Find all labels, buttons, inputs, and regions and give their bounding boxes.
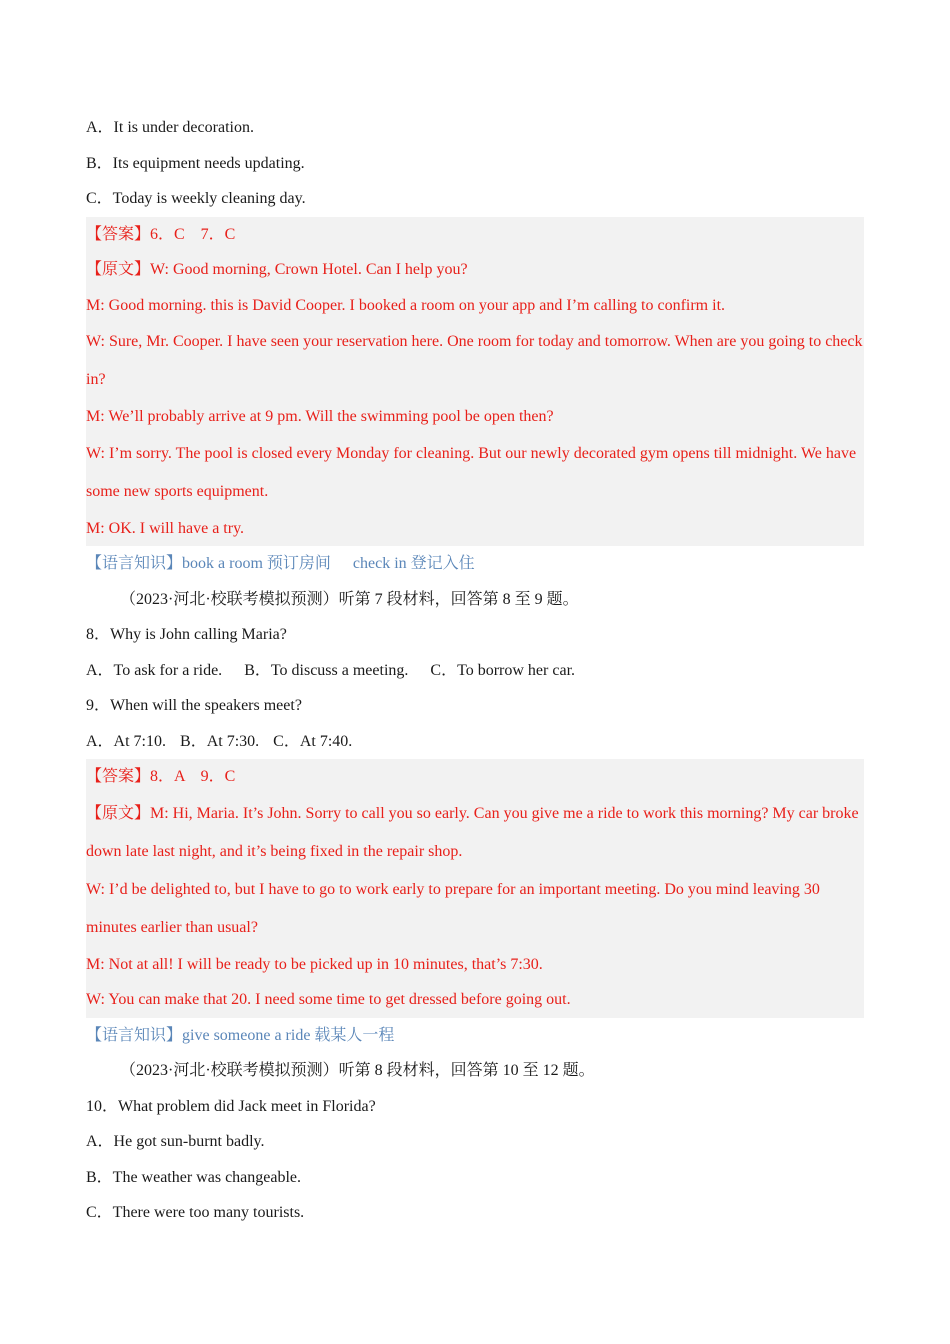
transcript-line: 【原文】W: Good morning, Crown Hotel. Can I help you? xyxy=(86,261,468,278)
q8-options xyxy=(86,653,864,689)
transcript-line: M: OK. I will have a try. xyxy=(86,519,245,537)
transcript-line: M: Not at all! I will be ready to be picked up in 10 minutes, that’s 7:30. xyxy=(86,955,543,973)
q7-option-b: B．Its equipment needs updating. xyxy=(86,154,305,172)
q8-option-b: B．To discuss a meeting. xyxy=(244,661,409,679)
transcript-line: W: I’m sorry. The pool is closed every Monday for cleaning. But our newly decorated gym opens till midnight. We have some new sports equipment. xyxy=(86,444,857,500)
answer-line: 【答案】8．A 9．C xyxy=(86,768,236,785)
q8-option-c: C．To borrow her car. xyxy=(430,661,576,679)
transcript-line: W: I’d be delighted to, but I have to go to work early to prepare for an important meeting. Do you mind leaving 30 minutes earlier than usual? xyxy=(86,880,820,936)
knowledge-item: check in 登记入住 xyxy=(352,555,475,572)
transcript-line: M: We’ll probably arrive at 9 pm. Will the swimming pool be open then? xyxy=(86,408,554,425)
question-8: 8．Why is John calling Maria? xyxy=(86,626,287,643)
language-knowledge-1 xyxy=(86,546,864,582)
q7-option-a: A．It is under decoration. xyxy=(86,119,254,136)
transcript-line: W: Sure, Mr. Cooper. I have seen your reservation here. One room for today and tomorrow. When are you going to check in? xyxy=(86,333,863,388)
q10-option-c: C．There were too many tourists. xyxy=(86,1204,305,1221)
transcript-line: 【原文】M: Hi, Maria. It’s John. Sorry to call you so early. Can you give me a ride to work this morning? My car broke down late last night, and it’s being fixed in the repair shop. xyxy=(86,804,859,860)
section-heading-8: （2023·河北·校联考模拟预测）听第 8 段材料，回答第 10 至 12 题。 xyxy=(120,1062,595,1079)
q10-option-b: B．The weather was changeable. xyxy=(86,1168,302,1186)
q9-option-c: C．At 7:40. xyxy=(273,732,353,750)
q9-option-b: B．At 7:30. xyxy=(180,732,260,750)
q7-option-c: C．Today is weekly cleaning day. xyxy=(86,190,306,207)
knowledge-item: give someone a ride 载某人一程 xyxy=(182,1026,395,1044)
answer-block-6-7 xyxy=(86,217,864,547)
q9-option-a: A．At 7:10. xyxy=(86,732,167,750)
transcript-line: M: Good morning. this is David Cooper. I booked a room on your app and I’m calling to confirm it. xyxy=(86,296,726,314)
question-9: 9．When will the speakers meet? xyxy=(86,697,302,714)
q10-option-a: A．He got sun-burnt badly. xyxy=(86,1133,265,1150)
section-heading-7: （2023·河北·校联考模拟预测）听第 7 段材料，回答第 8 至 9 题。 xyxy=(120,590,579,608)
q8-option-a: A．To ask for a ride. xyxy=(86,661,223,679)
q9-options xyxy=(86,724,864,760)
transcript-line: W: You can make that 20. I need some time to get dressed before going out. xyxy=(86,991,571,1008)
knowledge-label: 【语言知识】 xyxy=(86,1026,183,1044)
knowledge-label: 【语言知识】 xyxy=(86,555,183,572)
document-page xyxy=(86,110,864,1231)
question-10: 10．What problem did Jack meet in Florida? xyxy=(86,1097,376,1115)
answer-block-8-9 xyxy=(86,759,864,1018)
answer-line: 【答案】6．C 7．C xyxy=(86,225,236,243)
knowledge-item: book a room 预订房间 xyxy=(182,555,331,572)
language-knowledge-2 xyxy=(86,1018,864,1054)
